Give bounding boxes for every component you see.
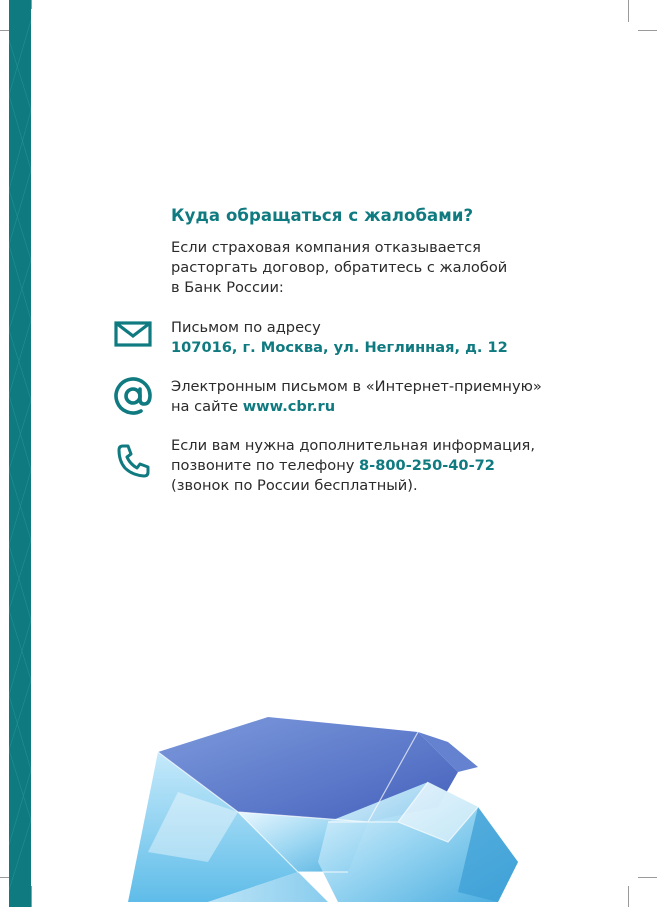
mail-address: 107016, г. Москва, ул. Неглинная, д. 12: [171, 339, 508, 356]
phone-note: (звонок по России бесплатный).: [171, 477, 418, 494]
intro-line: в Банк России:: [171, 279, 284, 296]
phone-icon: [116, 443, 152, 479]
email-label: Электронным письмом в «Интернет-приемную»: [171, 378, 542, 395]
phone-number[interactable]: 8-800-250-40-72: [359, 457, 495, 474]
envelope-icon: [114, 321, 152, 347]
email-contact: [171, 377, 542, 417]
intro-line: Если страховая компания отказывается: [171, 239, 481, 256]
crystal-illustration: [118, 712, 538, 902]
website-link[interactable]: www.cbr.ru: [242, 398, 336, 415]
page-heading: Куда обращаться с жалобами?: [171, 206, 474, 225]
mail-contact: [171, 318, 508, 358]
intro-paragraph: [171, 238, 551, 298]
phone-contact: [171, 436, 535, 496]
email-site-prefix: на сайте: [171, 398, 239, 415]
phone-info-line: Если вам нужна дополнительная информация,: [171, 437, 535, 454]
intro-line: расторгать договор, обратитесь с жалобой: [171, 259, 508, 276]
email-site-line: [171, 397, 542, 417]
phone-number-line: [171, 456, 535, 476]
at-sign-icon: [113, 376, 153, 416]
mail-label: Письмом по адресу: [171, 319, 321, 336]
phone-prefix: позвоните по телефону: [171, 457, 355, 474]
